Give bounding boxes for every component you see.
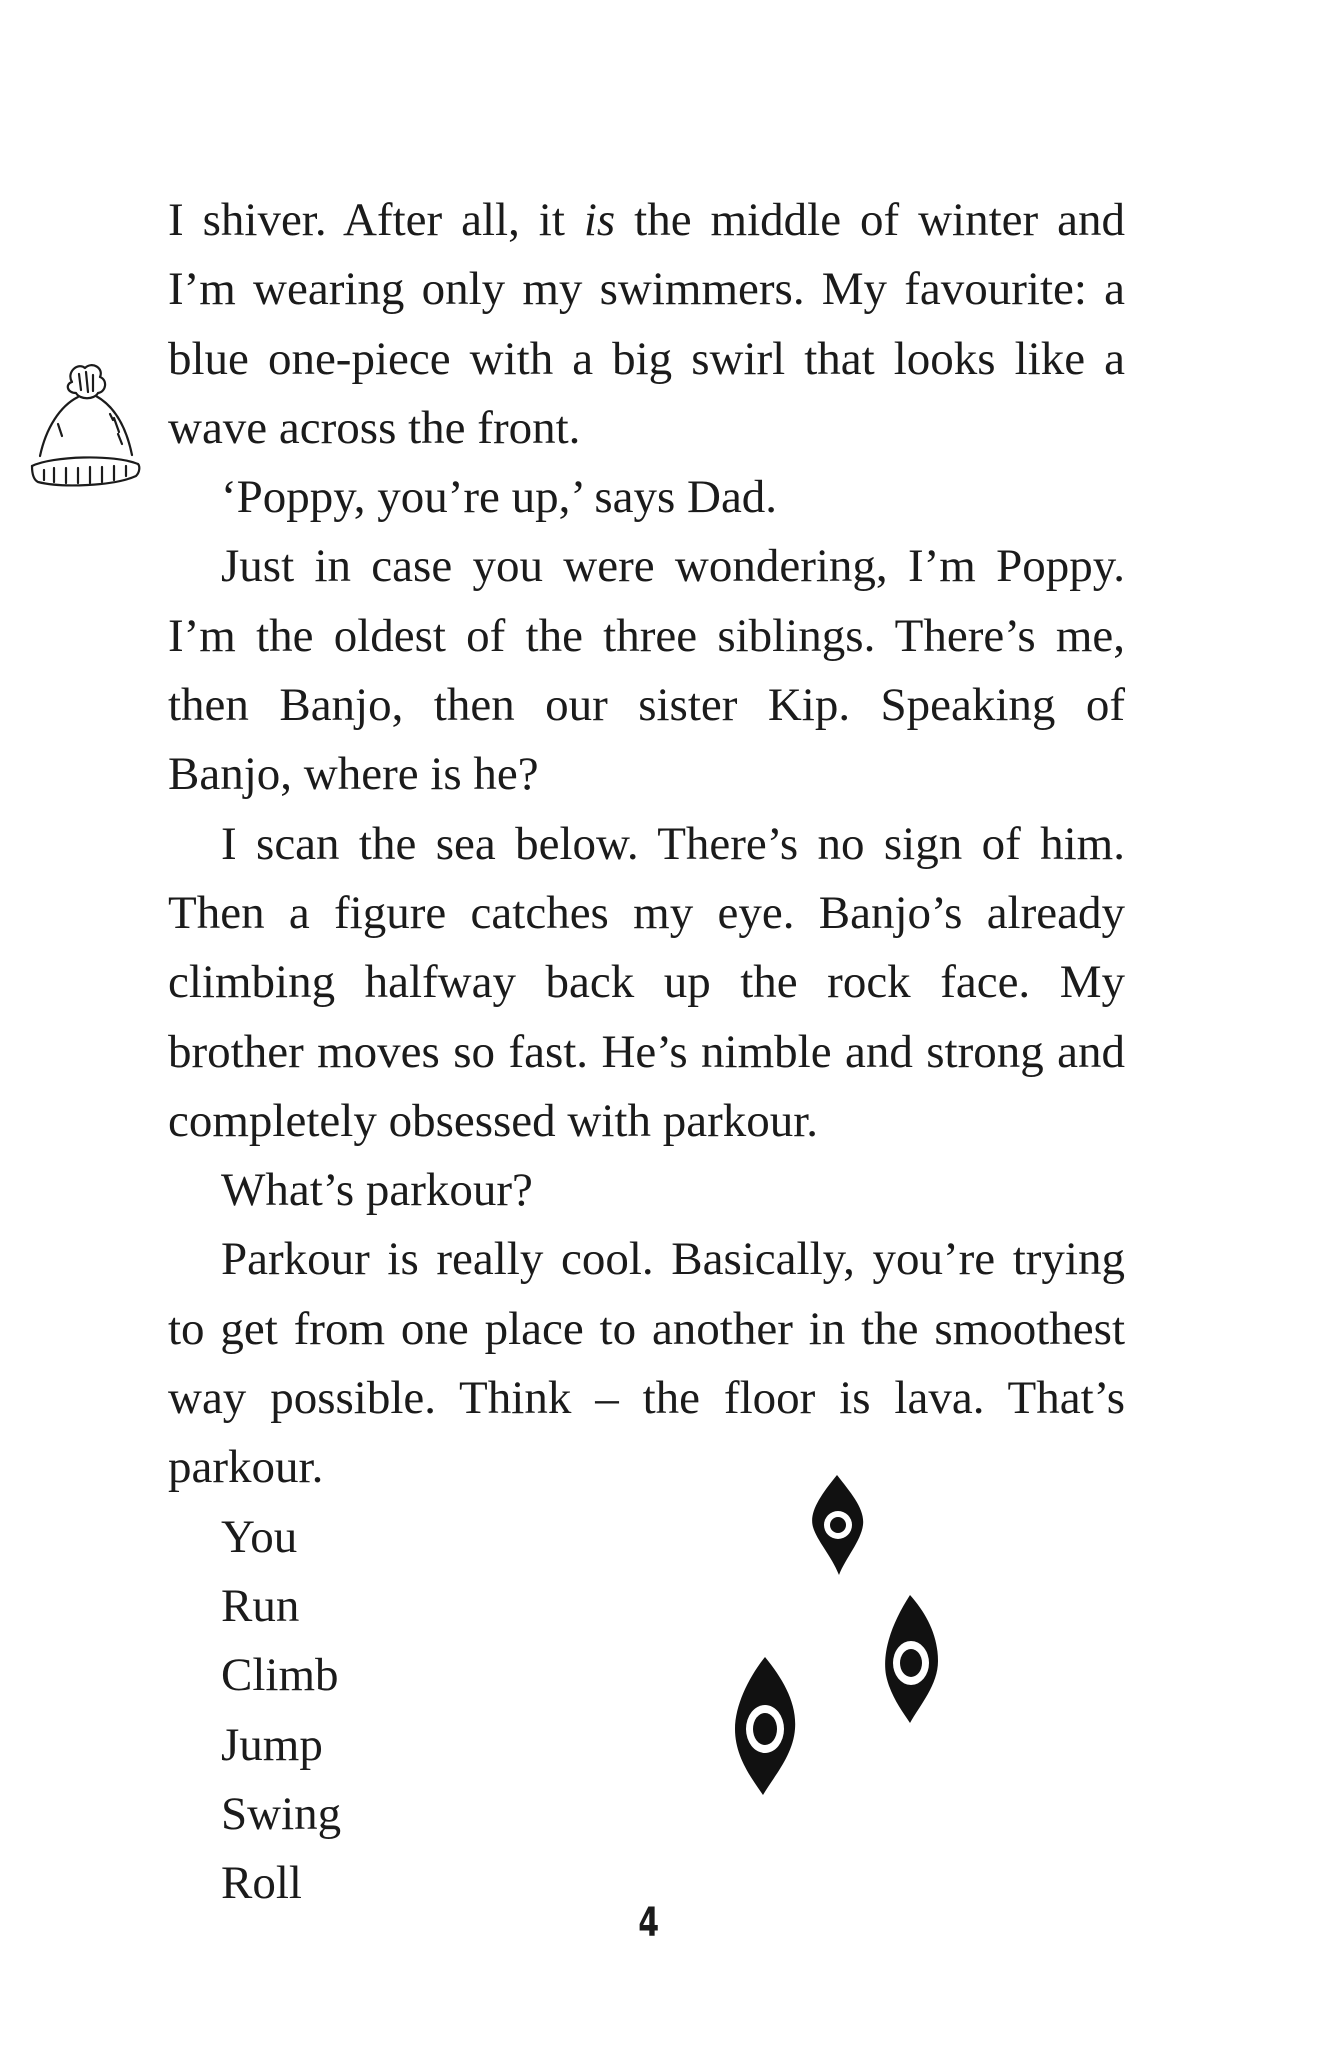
text-segment: I scan the sea below. There’s no sign of him. Then a figure catches my eye. Banjo’s already climbing halfway back up the rock face. My brother moves so fast. He’s nimble and strong and completely obsessed with parkour. — [168, 817, 1125, 1147]
text-segment: Parkour is really cool. Basically, you’re trying to get from one place to another in the smoothest way possible. Think – the floor is lava. That’s parkour. — [168, 1233, 1125, 1494]
paragraph — [168, 186, 1125, 463]
story-text — [168, 186, 1125, 1918]
paragraph — [168, 463, 1125, 532]
paragraph — [168, 810, 1125, 1156]
footprint-top — [812, 1475, 863, 1575]
paragraph — [168, 1225, 1125, 1502]
italic-text: is — [583, 194, 616, 246]
footprint-left — [735, 1657, 795, 1795]
footprint-right — [885, 1595, 938, 1723]
text-segment: I shiver. After all, it — [168, 194, 584, 246]
verb-list-item: Climb — [221, 1649, 339, 1702]
verb-list-item: Swing — [221, 1787, 342, 1840]
verb-list-item: You — [221, 1510, 298, 1563]
text-segment: ‘Poppy, you’re up,’ says Dad. — [221, 471, 778, 524]
text-segment: the middle of winter and I’m wearing only my swimmers. My favourite: a blue one-piece with a big swirl that looks like a wave across the front. — [168, 194, 1125, 454]
paragraph — [168, 1156, 1125, 1225]
verb-list-item: Run — [221, 1579, 300, 1632]
text-segment: Just in case you were wondering, I’m Poppy. I’m the oldest of the three siblings. There’s me, then Banjo, then our sister Kip. Speaking of Banjo, where is he? — [168, 540, 1125, 801]
verb-list-item: Roll — [221, 1857, 302, 1910]
verb-list — [168, 1503, 1125, 1919]
verb-list-item: Jump — [221, 1718, 323, 1771]
paragraph-container — [168, 186, 1125, 1503]
page-number: 4 — [638, 1900, 658, 1946]
paragraph — [168, 532, 1125, 809]
text-segment: What’s parkour? — [221, 1164, 533, 1217]
beanie-hat-icon — [22, 360, 144, 490]
footprints-icon — [725, 1470, 955, 1810]
